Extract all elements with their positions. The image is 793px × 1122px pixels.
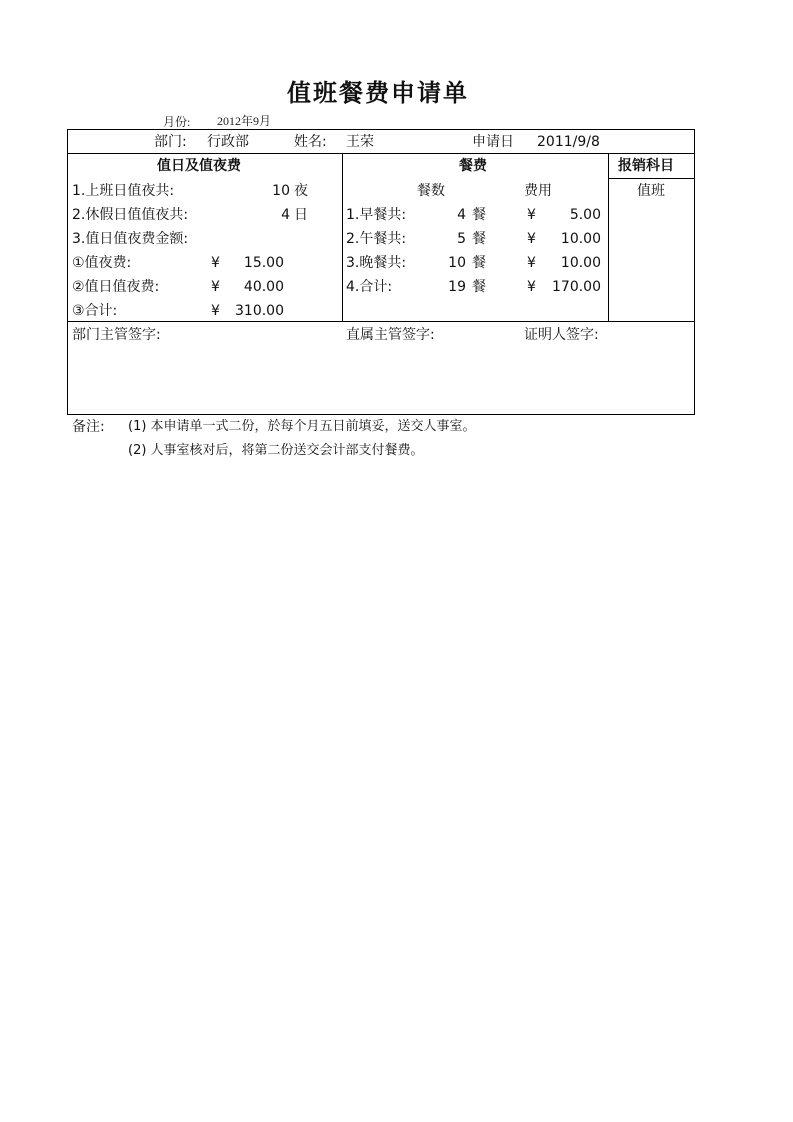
duty-row2-label: 2.休假日值值夜共: xyxy=(72,207,189,223)
duty-row1-unit: 夜 xyxy=(294,183,308,199)
border-right xyxy=(694,129,695,415)
month-value: 2012年9月 xyxy=(217,114,272,128)
notes-line1: (1) 本申请单一式二份，於每个月五日前填妥，送交人事室。 xyxy=(128,419,476,434)
month-label: 月份: xyxy=(163,115,191,129)
duty-row5-amount: 40.00 xyxy=(243,279,284,295)
meal-row3-label: 3.晚餐共: xyxy=(346,255,407,271)
meal-row1-num: 4 xyxy=(457,207,466,223)
duty-row5-currency: ¥ xyxy=(211,279,220,295)
account-value: 值班 xyxy=(637,183,665,199)
border-header-bottom xyxy=(67,153,695,154)
meal-row1-label: 1.早餐共: xyxy=(346,207,407,223)
meal-col-cost: 费用 xyxy=(524,183,552,199)
meal-row4-label: 4.合计: xyxy=(346,279,393,295)
dept-value: 行政部 xyxy=(207,134,249,150)
meal-col-count: 餐数 xyxy=(417,183,445,199)
duty-row6-currency: ¥ xyxy=(211,303,220,319)
duty-row6-amount: 310.00 xyxy=(235,303,284,319)
meal-row2-currency: ¥ xyxy=(527,231,536,247)
meal-row4-num: 19 xyxy=(448,279,466,295)
meal-heading: 餐费 xyxy=(459,158,487,174)
meal-row3-num: 10 xyxy=(448,255,466,271)
border-top xyxy=(67,129,695,130)
date-label: 申请日 xyxy=(472,134,514,150)
date-value: 2011/9/8 xyxy=(537,134,600,150)
duty-row4-currency: ¥ xyxy=(211,255,220,271)
form-title: 值班餐费申请单 xyxy=(287,78,469,107)
border-bottom xyxy=(67,414,695,415)
meal-row3-unit: 餐 xyxy=(472,255,486,271)
meal-row2-label: 2.午餐共: xyxy=(346,231,407,247)
meal-row4-currency: ¥ xyxy=(527,279,536,295)
duty-row2-unit: 日 xyxy=(294,207,308,223)
duty-heading: 值日及值夜费 xyxy=(157,158,241,174)
meal-row3-amount: 10.00 xyxy=(560,255,601,271)
meal-row1-currency: ¥ xyxy=(527,207,536,223)
meal-row2-num: 5 xyxy=(457,231,466,247)
sign-direct-head: 直属主管签字: xyxy=(346,327,435,343)
meal-row4-amount: 170.00 xyxy=(552,279,601,295)
meal-row4-unit: 餐 xyxy=(472,279,486,295)
duty-row4-label: ①值夜费: xyxy=(72,255,132,271)
sign-witness: 证明人签字: xyxy=(524,327,599,343)
duty-row1-num: 10 xyxy=(272,183,290,199)
meal-row2-unit: 餐 xyxy=(472,231,486,247)
meal-row1-unit: 餐 xyxy=(472,207,486,223)
notes-line2: (2) 人事室核对后，将第二份送交会计部支付餐费。 xyxy=(128,443,424,458)
account-heading: 报销科目 xyxy=(618,158,674,174)
border-left xyxy=(67,129,68,415)
duty-row2-num: 4 xyxy=(281,207,290,223)
border-duty-meal xyxy=(342,153,343,321)
meal-row3-currency: ¥ xyxy=(527,255,536,271)
duty-row5-label: ②值日值夜费: xyxy=(72,279,160,295)
border-account-heading xyxy=(608,178,694,179)
meal-row2-amount: 10.00 xyxy=(560,231,601,247)
dept-label: 部门: xyxy=(154,134,187,150)
sign-dept-head: 部门主管签字: xyxy=(72,327,161,343)
border-signature-top xyxy=(67,321,695,322)
name-label: 姓名: xyxy=(294,134,327,150)
duty-row6-label: ③合计: xyxy=(72,303,118,319)
duty-row4-amount: 15.00 xyxy=(243,255,284,271)
meal-row1-amount: 5.00 xyxy=(569,207,601,223)
name-value: 王荣 xyxy=(346,134,374,150)
duty-row1-label: 1.上班日值夜共: xyxy=(72,183,175,199)
duty-row3-label: 3.值日值夜费金额: xyxy=(72,231,189,247)
notes-label: 备注: xyxy=(72,419,105,435)
